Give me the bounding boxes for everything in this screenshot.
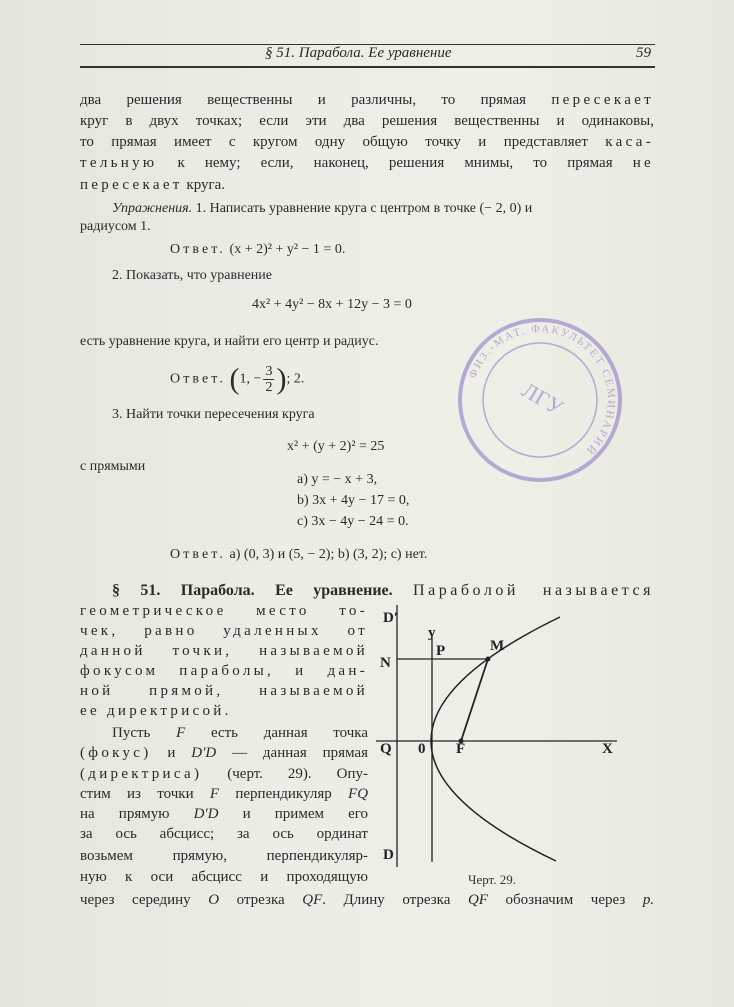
label-D: D bbox=[383, 847, 394, 863]
text-line: возьмем прямую, перпендикуляр- bbox=[80, 848, 368, 864]
line-b: b) 3x + 4y − 17 = 0, bbox=[297, 493, 410, 508]
text-line: Пусть F есть данная точка bbox=[112, 725, 369, 741]
answer-1: Ответ. (x + 2)² + y² − 1 = 0. bbox=[170, 242, 346, 257]
text-line: стим из точки F перпендикуляр FQ bbox=[80, 786, 369, 802]
text-line: фокусом параболы, и дан- bbox=[80, 663, 368, 679]
text-line: за ось абсцисс; за ось ординат bbox=[80, 826, 368, 842]
text-line: на прямую D′D и примем его bbox=[80, 806, 369, 822]
line-c: c) 3x − 4y − 24 = 0. bbox=[297, 514, 409, 529]
text-line: тельную к нему; если, наконец, решения мнимы, то прямая не bbox=[80, 155, 654, 171]
text-line: чек, равно удаленных от bbox=[80, 623, 368, 639]
label-Q: Q bbox=[380, 741, 392, 757]
label-y: y bbox=[428, 625, 436, 641]
text-line: ее директрисой. bbox=[80, 703, 232, 719]
page-number: 59 bbox=[636, 45, 651, 61]
line-a: a) y = − x + 3, bbox=[297, 472, 378, 487]
text-line: (директриса) (черт. 29). Опу- bbox=[80, 766, 368, 782]
stamp-center-text: ЛГУ bbox=[517, 377, 568, 421]
section-title: § 51. Парабола. Ее уравнение. bbox=[112, 582, 393, 599]
exercise-2-cont: есть уравнение круга, и найти его центр и радиус. bbox=[80, 334, 379, 349]
fraction: $\frac{3}{2}$ bbox=[265, 364, 273, 395]
text-line: круг в двух точках; если эти два решения вещественны и одинаковы, bbox=[80, 113, 654, 129]
text-line: (фокус) и D′D — данная прямая bbox=[80, 745, 369, 761]
label-X: X bbox=[602, 741, 613, 757]
answer-3: Ответ. a) (0, 3) и (5, − 2); b) (3, 2); c) нет. bbox=[170, 547, 428, 562]
answer-2: Ответ. (1, − $\frac{3}{2}$ ); 2. bbox=[170, 362, 305, 396]
text-line: геометрическое место то- bbox=[80, 603, 368, 619]
segment-FM bbox=[461, 659, 488, 741]
text-line: ной прямой, называемой bbox=[80, 683, 368, 699]
label-N: N bbox=[380, 655, 391, 671]
label-F: F bbox=[456, 741, 466, 757]
equation-2: 4x² + 4y² − 8x + 12y − 3 = 0 bbox=[252, 297, 412, 312]
label-O: 0 bbox=[418, 741, 426, 757]
running-header: § 51. Парабола. Ее уравнение bbox=[265, 45, 452, 61]
exercise-3-cont: с прямыми bbox=[80, 459, 146, 474]
text-line: данной точки, называемой bbox=[80, 643, 368, 659]
text-line: два решения вещественны и различны, то прямая пересекает bbox=[80, 92, 655, 108]
text-line: то прямая имеет с кругом одну общую точку и представляет каса- bbox=[80, 134, 654, 150]
label-D-prime: D′ bbox=[383, 610, 399, 626]
figure-caption: Черт. 29. bbox=[468, 872, 517, 887]
equation-3: x² + (y + 2)² = 25 bbox=[287, 439, 385, 454]
section-heading-line: § 51. Парабола. Ее уравнение. Параболой называется bbox=[112, 582, 654, 599]
text-line: через середину O отрезка QF. Длину отрезка QF обозначим через p. bbox=[80, 892, 655, 908]
exercise-2: 2. Показать, что уравнение bbox=[112, 268, 273, 283]
text-line: ную к оси абсцисс и проходящую bbox=[80, 869, 368, 885]
text-line: пересекает круга. bbox=[80, 177, 226, 193]
label-M: M bbox=[490, 638, 505, 654]
exercise-1-cont: радиусом 1. bbox=[80, 219, 151, 234]
library-stamp bbox=[460, 320, 620, 480]
exercise-3: 3. Найти точки пересечения круга bbox=[112, 407, 315, 422]
label-P: P bbox=[436, 643, 446, 659]
point-M bbox=[486, 657, 491, 662]
exercise-1: Упражнения. 1. Написать уравнение круга с центром в точке (− 2, 0) и bbox=[112, 201, 533, 216]
svg-text:ФИЗ.-МАТ. ФАКУЛЬТЕТ СЕМИНАРИЙ: ФИЗ.-МАТ. ФАКУЛЬТЕТ СЕМИНАРИЙ bbox=[466, 322, 618, 458]
